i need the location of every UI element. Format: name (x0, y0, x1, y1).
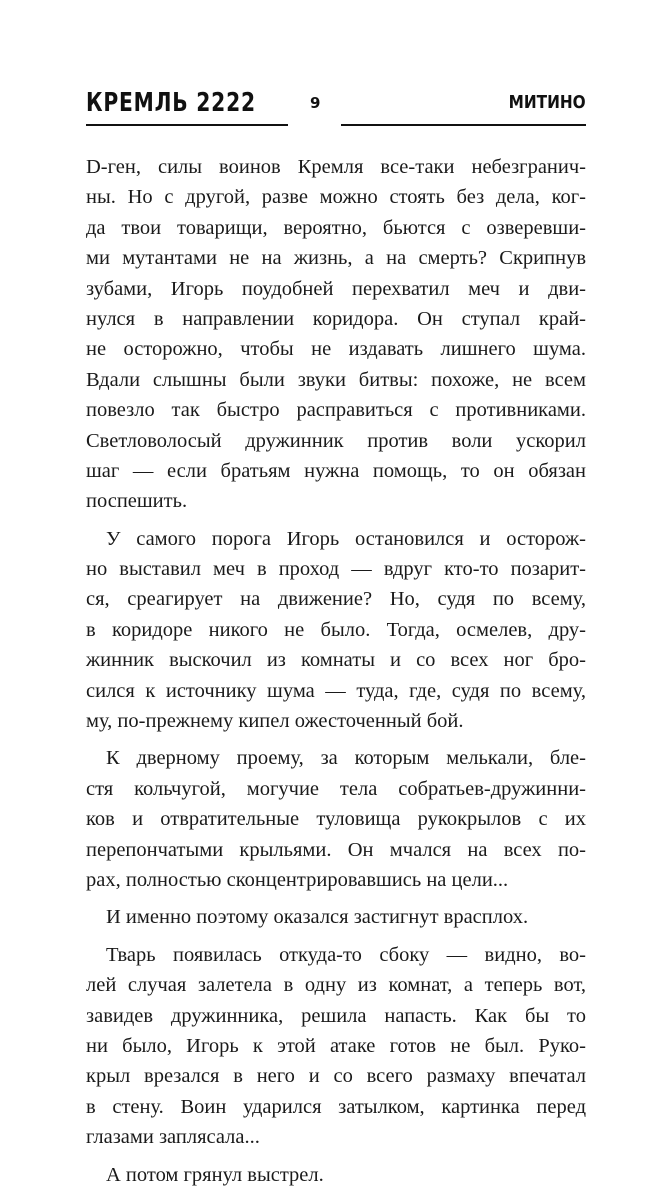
paragraph (86, 743, 586, 895)
text-line: лей случая залетела в одну из комнат, а теперь вот, (86, 974, 586, 997)
text-line: жинник выскочил из комнаты и со всех ног бро- (86, 649, 586, 672)
text-line: зубами, Игорь поудобней перехватил меч и дви- (86, 277, 586, 300)
text-line: ми мутантами не на жизнь, а на смерть? Скрипнув (86, 247, 586, 270)
header-rule-left (86, 124, 288, 126)
text-line: перепончатыми крыльями. Он мчался на всех по- (86, 838, 586, 861)
text-line: глазами заплясала... (86, 1126, 260, 1149)
paragraph (86, 1160, 586, 1190)
text-line: А потом грянул выстрел. (106, 1163, 324, 1186)
text-line: не осторожно, чтобы не издавать лишнего шума. (86, 338, 586, 361)
text-line: шаг — если братьям нужна помощь, то он обязан (86, 459, 586, 482)
text-line: ков и отвратительные туловища рукокрылов с их (86, 808, 586, 831)
body-text (86, 152, 586, 1197)
header-rule-right (341, 124, 586, 126)
text-line: нулся в направлении коридора. Он ступал край- (86, 307, 586, 330)
series-title: КРЕМЛЬ 2222 (86, 88, 256, 118)
text-line: У самого порога Игорь остановился и осторож- (106, 527, 586, 550)
running-header (86, 88, 586, 128)
text-line: в коридоре никого не было. Тогда, осмелев, дру- (86, 618, 586, 641)
paragraph (86, 902, 586, 932)
text-line: К дверному проему, за которым мелькали, бле- (106, 747, 586, 770)
text-line: ни было, Игорь к этой атаке готов не был. Руко- (86, 1034, 586, 1057)
text-line: завидев дружинника, решила напасть. Как бы то (86, 1004, 586, 1027)
text-line: повезло так быстро расправиться с противниками. (86, 399, 586, 422)
text-line: Вдали слышны были звуки битвы: похоже, не всем (86, 368, 586, 391)
text-line: Тварь появилась откуда-то сбоку — видно, во- (106, 943, 586, 966)
text-line: D-ген, силы воинов Кремля все-таки небезгранич- (86, 156, 586, 178)
text-line: поспешить. (86, 490, 188, 513)
paragraph (86, 940, 586, 1153)
text-line: да твои товарищи, вероятно, бьются с озверевши- (86, 216, 586, 239)
chapter-title: МИТИНО (508, 92, 586, 113)
text-line: И именно поэтому оказался застигнут врасплох. (106, 906, 529, 929)
paragraph (86, 152, 586, 517)
text-line: Светловолосый дружинник против воли ускорил (86, 429, 586, 452)
text-line: ся, среагирует на движение? Но, судя по всему, (86, 588, 586, 611)
text-line: но выставил меч в проход — вдруг кто-то позарит- (86, 558, 586, 581)
text-line: сился к источнику шума — туда, где, судя по всему, (86, 679, 586, 702)
text-line: ны. Но с другой, разве можно стоять без дела, ког- (86, 186, 586, 209)
text-line: му, по-прежнему кипел ожесточенный бой. (86, 710, 464, 733)
text-line: рах, полностью сконцентрировавшись на цели... (86, 868, 509, 891)
text-line: стя кольчугой, могучие тела собратьев-дружинни- (86, 777, 586, 800)
page-number: 9 (310, 94, 321, 112)
text-line: в стену. Воин ударился затылком, картинка перед (86, 1095, 586, 1118)
text-line: крыл врезался в него и со всего размаху впечатал (86, 1065, 586, 1088)
paragraph (86, 524, 586, 737)
